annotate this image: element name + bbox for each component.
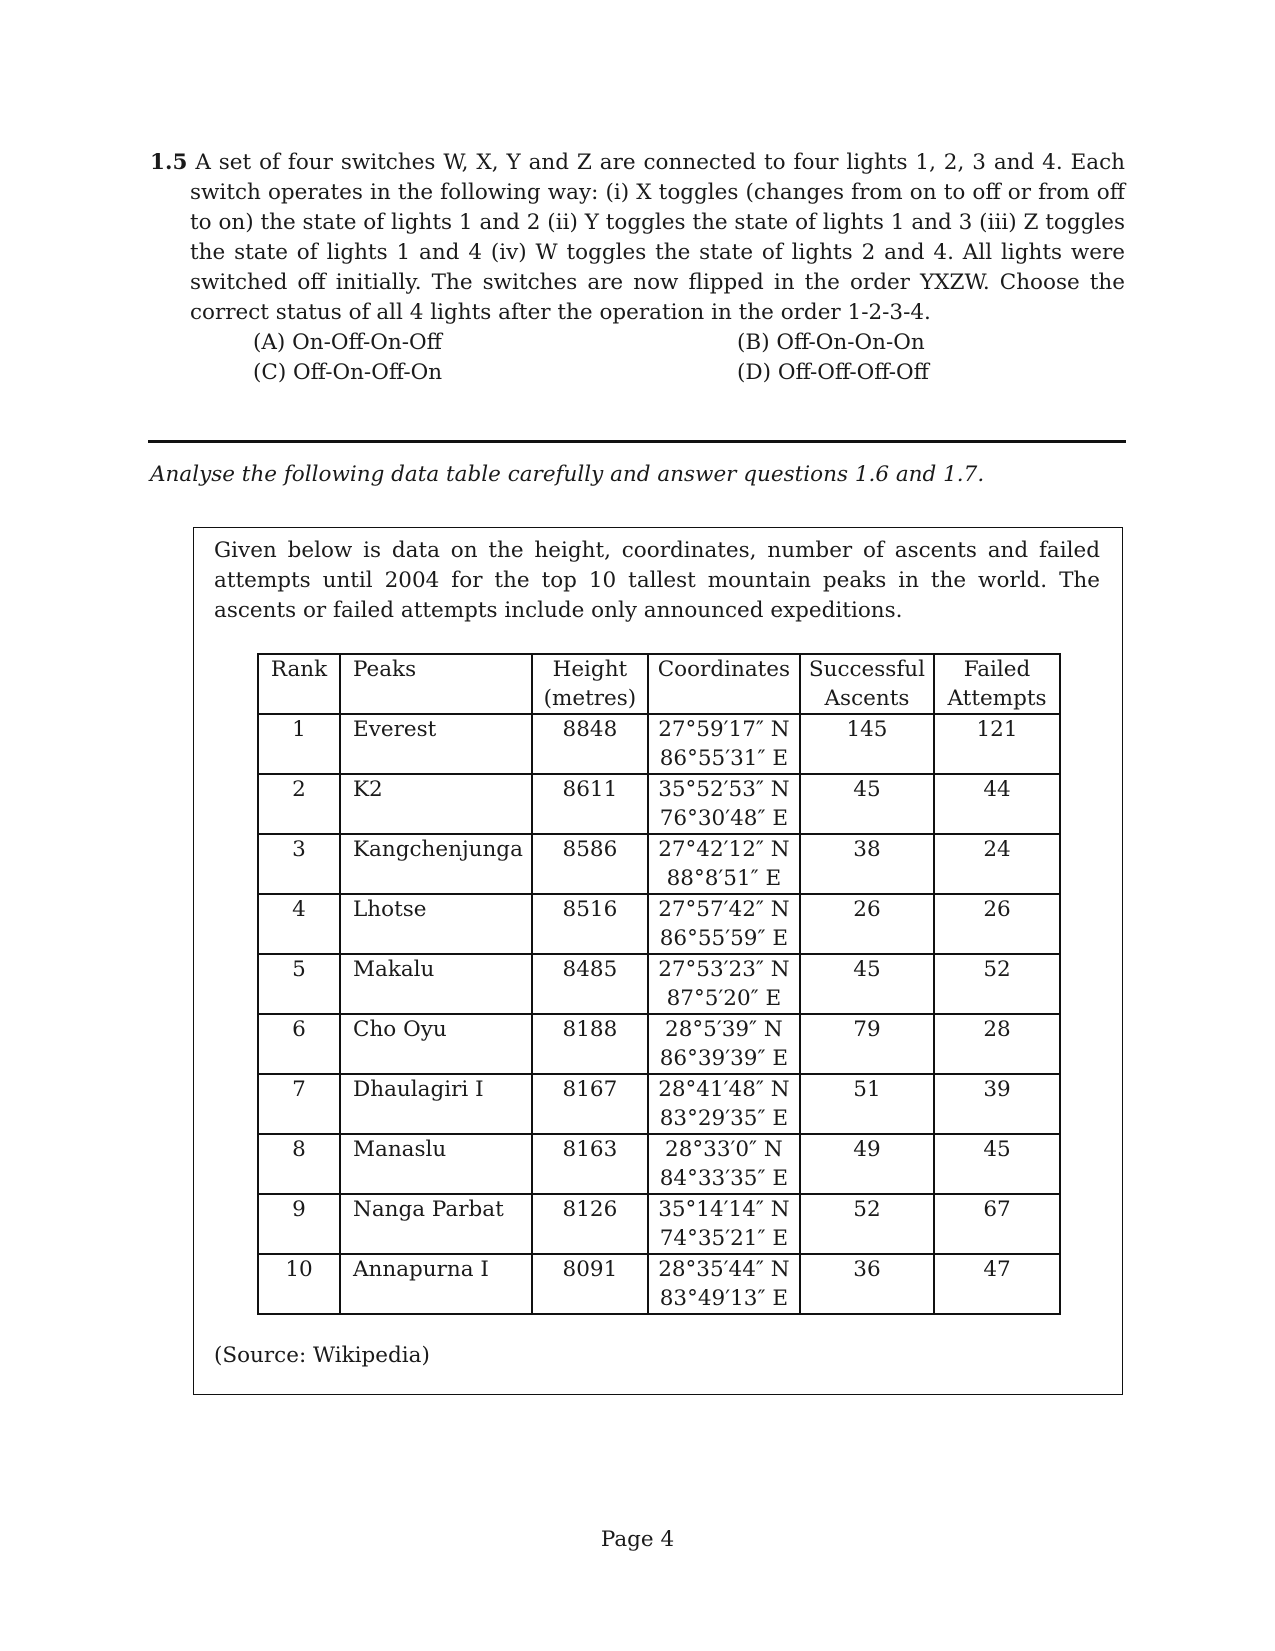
cell-failed: 44 <box>934 774 1060 834</box>
table-row <box>258 714 1060 774</box>
question-number: 1.5 <box>150 150 188 175</box>
cell-failed: 121 <box>934 714 1060 774</box>
cell-peak: Dhaulagiri I <box>340 1074 532 1134</box>
question-text: A set of four switches W, X, Y and Z are connected to four lights 1, 2, 3 and 4. Each switch operates in the following way: (i) X toggles (changes from on to off or from off to on) the state of lights 1 and 2 (ii) Y toggles the state of lights 1 and 3 (iii) Z toggles the state of lights 1 and 4 (iv) W toggles the state of lights 2 and 4. All lights were switched off initially. The switches are now flipped in the order YXZW. Choose the correct status of all 4 lights after the operation in the order 1-2-3-4. <box>190 150 1125 325</box>
cell-coordinates: 35°52′53″ N 76°30′48″ E <box>648 774 800 834</box>
cell-coordinates: 28°33′0″ N 84°33′35″ E <box>648 1134 800 1194</box>
cell-ascents: 79 <box>800 1014 934 1074</box>
header-coordinates: Coordinates <box>648 654 800 714</box>
cell-peak: Manaslu <box>340 1134 532 1194</box>
cell-failed: 26 <box>934 894 1060 954</box>
data-box <box>193 527 1123 1395</box>
option-b: (B) Off-On-On-On <box>737 330 925 355</box>
cell-ascents: 52 <box>800 1194 934 1254</box>
cell-coordinates: 35°14′14″ N 74°35′21″ E <box>648 1194 800 1254</box>
cell-rank: 10 <box>258 1254 340 1314</box>
source-note: (Source: Wikipedia) <box>214 1343 430 1368</box>
cell-rank: 1 <box>258 714 340 774</box>
cell-coordinates: 28°5′39″ N 86°39′39″ E <box>648 1014 800 1074</box>
peaks-table <box>257 653 1061 1315</box>
cell-peak: Cho Oyu <box>340 1014 532 1074</box>
cell-peak: Everest <box>340 714 532 774</box>
question-options <box>253 328 1125 388</box>
table-row <box>258 1074 1060 1134</box>
cell-failed: 39 <box>934 1074 1060 1134</box>
cell-height: 8167 <box>532 1074 648 1134</box>
table-row <box>258 954 1060 1014</box>
cell-rank: 6 <box>258 1014 340 1074</box>
cell-ascents: 26 <box>800 894 934 954</box>
cell-failed: 24 <box>934 834 1060 894</box>
cell-coordinates: 27°57′42″ N 86°55′59″ E <box>648 894 800 954</box>
cell-height: 8586 <box>532 834 648 894</box>
cell-ascents: 45 <box>800 774 934 834</box>
cell-ascents: 49 <box>800 1134 934 1194</box>
table-row <box>258 1014 1060 1074</box>
cell-rank: 2 <box>258 774 340 834</box>
cell-height: 8163 <box>532 1134 648 1194</box>
cell-height: 8188 <box>532 1014 648 1074</box>
cell-peak: Kangchenjunga <box>340 834 532 894</box>
cell-failed: 52 <box>934 954 1060 1014</box>
cell-height: 8611 <box>532 774 648 834</box>
cell-rank: 9 <box>258 1194 340 1254</box>
table-header-row <box>258 654 1060 714</box>
cell-rank: 5 <box>258 954 340 1014</box>
header-rank: Rank <box>258 654 340 714</box>
cell-coordinates: 27°53′23″ N 87°5′20″ E <box>648 954 800 1014</box>
cell-ascents: 51 <box>800 1074 934 1134</box>
page-number: Page 4 <box>600 1527 675 1552</box>
cell-rank: 4 <box>258 894 340 954</box>
cell-ascents: 38 <box>800 834 934 894</box>
cell-rank: 8 <box>258 1134 340 1194</box>
question-body <box>150 148 1125 328</box>
header-peaks: Peaks <box>340 654 532 714</box>
section-divider <box>148 440 1126 443</box>
cell-height: 8126 <box>532 1194 648 1254</box>
cell-peak: Nanga Parbat <box>340 1194 532 1254</box>
cell-ascents: 45 <box>800 954 934 1014</box>
data-description: Given below is data on the height, coordinates, number of ascents and failed attempts until 2004 for the top 10 tallest mountain peaks in the world. The ascents or failed attempts include only announced expeditions. <box>214 538 1100 623</box>
cell-failed: 47 <box>934 1254 1060 1314</box>
header-failed-attempts: Failed Attempts <box>934 654 1060 714</box>
cell-peak: Makalu <box>340 954 532 1014</box>
table-row <box>258 774 1060 834</box>
cell-peak: Lhotse <box>340 894 532 954</box>
option-c: (C) Off-On-Off-On <box>253 360 443 385</box>
question-1-5 <box>150 148 1125 388</box>
cell-rank: 3 <box>258 834 340 894</box>
header-height: Height (metres) <box>532 654 648 714</box>
cell-coordinates: 27°42′12″ N 88°8′51″ E <box>648 834 800 894</box>
option-d: (D) Off-Off-Off-Off <box>737 360 929 385</box>
table-intro: Analyse the following data table carefully and answer questions 1.6 and 1.7. <box>150 462 985 487</box>
table-row <box>258 1134 1060 1194</box>
cell-height: 8848 <box>532 714 648 774</box>
cell-coordinates: 27°59′17″ N 86°55′31″ E <box>648 714 800 774</box>
cell-rank: 7 <box>258 1074 340 1134</box>
cell-ascents: 36 <box>800 1254 934 1314</box>
table-row <box>258 1254 1060 1314</box>
option-a: (A) On-Off-On-Off <box>253 330 442 355</box>
cell-height: 8091 <box>532 1254 648 1314</box>
cell-peak: K2 <box>340 774 532 834</box>
cell-coordinates: 28°35′44″ N 83°49′13″ E <box>648 1254 800 1314</box>
table-row <box>258 1194 1060 1254</box>
cell-coordinates: 28°41′48″ N 83°29′35″ E <box>648 1074 800 1134</box>
table-row <box>258 894 1060 954</box>
cell-failed: 45 <box>934 1134 1060 1194</box>
cell-height: 8485 <box>532 954 648 1014</box>
cell-failed: 28 <box>934 1014 1060 1074</box>
table-row <box>258 834 1060 894</box>
cell-ascents: 145 <box>800 714 934 774</box>
cell-height: 8516 <box>532 894 648 954</box>
cell-failed: 67 <box>934 1194 1060 1254</box>
header-successful-ascents: Successful Ascents <box>800 654 934 714</box>
cell-peak: Annapurna I <box>340 1254 532 1314</box>
